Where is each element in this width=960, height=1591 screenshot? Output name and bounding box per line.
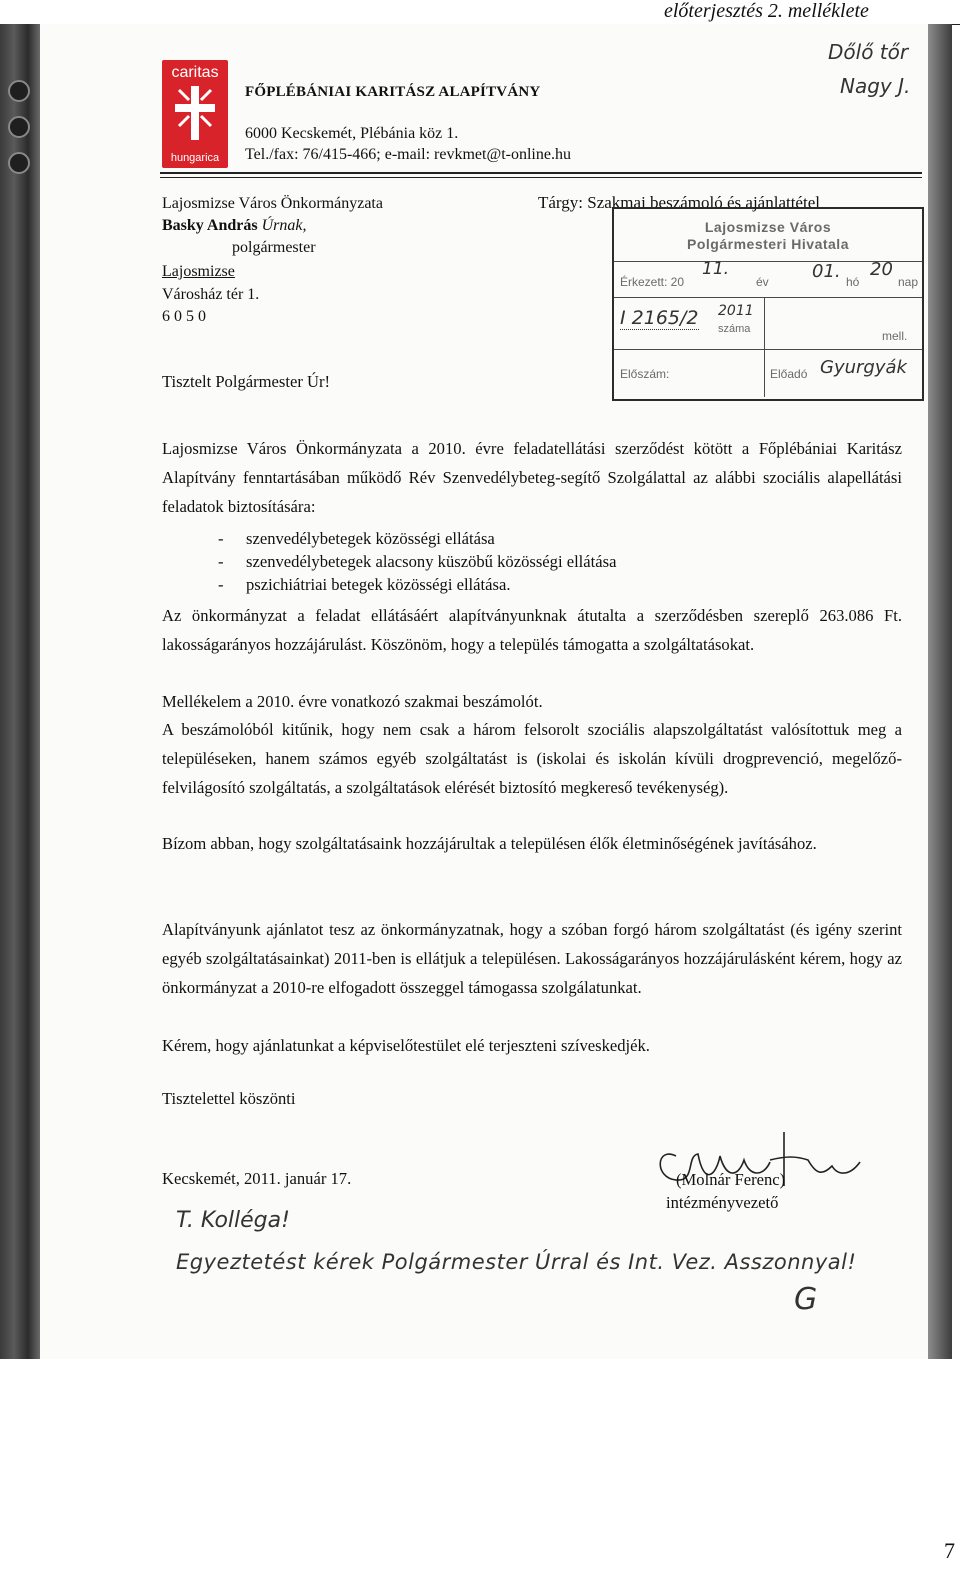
closing: Tisztelettel köszönti — [162, 1089, 296, 1108]
salutation: Tisztelt Polgármester Úr! — [162, 372, 331, 391]
org-address: 6000 Kecskemét, Plébánia köz 1. — [245, 125, 459, 142]
paragraph-6-text: Alapítványunk ajánlatot tesz az önkormányzatnak, hogy a szóban forgó három szolgáltatást (és igény szerint egyéb szolgáltatásainkat) 2011-ben is ellátjuk a településen. Lakosságarányos hozzájárulásként kérem, hogy az önkormányzat a 2010-re elfogadott összeggel támogassa szolgálatunkat. — [162, 920, 902, 997]
signer-name: (Molnár Ferenc) — [676, 1170, 786, 1189]
paragraph-4 — [162, 716, 902, 802]
stamp-month: 01. — [812, 261, 841, 282]
stamp-received-label: Érkezett: 20 — [620, 275, 685, 289]
paragraph-1-text: Lajosmizse Város Önkormányzata a 2010. évre feladatellátási szerződést kötött a Főplébániai Karitász Alapítvány fenntartásában működő Rév Szenvedélybeteg-segítő Szolgálattal az alábbi szociális alapellátási feladatok biztosítására: — [162, 439, 902, 516]
list-item-text: pszichiátriai betegek közösségi ellátása. — [246, 575, 511, 594]
list-item-text: szenvedélybetegek közösségi ellátása — [246, 529, 495, 548]
stamp-eloszam-label: Előszám: — [620, 367, 670, 381]
stamp-year: 2011 — [718, 303, 754, 319]
org-contact: Tel./fax: 76/415-466; e-mail: revkmet@t-online.hu — [245, 146, 571, 163]
scanner-edge-left — [0, 24, 40, 1359]
stamp-day: 20 — [870, 259, 893, 280]
registration-stamp — [612, 207, 924, 401]
paragraph-2-text: Az önkormányzat a feladat ellátásáért alapítványunknak átutalta a szerződésben szereplő 263.086 Ft. lakosságarányos hozzájárulást. Köszönöm, hogy a település támogatta a szolgáltatásokat. — [162, 606, 902, 654]
stamp-ho-label: hó — [846, 275, 860, 289]
paragraph-2 — [162, 602, 902, 660]
stamp-received-year: 11. — [702, 259, 730, 279]
signer-title: intézményvezető — [666, 1193, 779, 1212]
stamp-szama-label: száma — [718, 323, 751, 335]
paragraph-1 — [162, 435, 902, 521]
list-item-text: szenvedélybetegek alacsony küszöbű közösségi ellátása — [246, 552, 617, 571]
stamp-nap-label: nap — [898, 275, 919, 289]
recipient-city: Lajosmizse — [162, 263, 235, 280]
recipient-name — [162, 217, 306, 235]
recipient-position: polgármester — [232, 239, 316, 256]
recipient-street: Városház tér 1. — [162, 286, 260, 303]
handwritten-initial: G — [794, 1282, 818, 1317]
paragraph-4-text: A beszámolóból kitűnik, hogy nem csak a három felsorolt szociális alapszolgáltatást valósítottuk meg a településeken, hanem számos egyéb szolgáltatást is (iskolai és iskolán kívüli drogprevenció, megelőző-felvilágosító szolgáltatás, a szolgáltatások elérését biztosító megkereső tevékenység). — [162, 720, 902, 797]
caritas-cross-icon — [171, 84, 219, 142]
recipient-zip: 6 0 5 0 — [162, 308, 206, 325]
subject-line: Tárgy: Szakmai beszámoló és ajánlattétel — [538, 193, 820, 212]
paragraph-7 — [162, 1032, 902, 1061]
paragraph-6 — [162, 916, 902, 1002]
handwritten-note-2: Egyeztetést kérek Polgármester Úrral és Int. Vez. Asszonnyal! — [176, 1250, 857, 1274]
stamp-line2: Polgármesteri Hivatala — [687, 236, 849, 252]
caritas-logo — [162, 60, 228, 168]
stamp-eloado-name: Gyurgyák — [820, 357, 907, 378]
recipient-line1: Lajosmizse Város Önkormányzata — [162, 195, 383, 212]
handwritten-top-2: Nagy J. — [840, 74, 911, 98]
recipient-name-bold: Basky András — [162, 217, 258, 234]
handwritten-note-1: T. Kolléga! — [176, 1208, 290, 1233]
scanner-hole-icon — [8, 152, 30, 174]
stamp-ev-label: év — [756, 275, 769, 289]
stamp-line1: Lajosmizse Város — [704, 219, 832, 235]
handwritten-top-1: Dőlő tőr — [828, 40, 909, 64]
paragraph-7-text: Kérem, hogy ajánlatunkat a képviselőtestület elé terjeszteni szíveskedjék. — [162, 1036, 650, 1055]
stamp-mell-label: mell. — [882, 329, 908, 343]
letterhead-rule — [160, 172, 922, 178]
scanner-hole-icon — [8, 80, 30, 102]
page-number: 7 — [944, 1538, 955, 1563]
place-date: Kecskemét, 2011. január 17. — [162, 1169, 352, 1188]
stamp-eloado-label: Előadó — [770, 367, 808, 381]
paragraph-5 — [162, 830, 902, 859]
recipient-name-title: Úrnak, — [261, 217, 307, 234]
scanner-hole-icon — [8, 116, 30, 138]
annex-label: előterjesztés 2. melléklete — [664, 0, 869, 22]
scanner-edge-right — [928, 24, 952, 1359]
logo-bottom-text: hungarica — [170, 152, 220, 164]
org-name: FŐPLÉBÁNIAI KARITÁSZ ALAPÍTVÁNY — [245, 84, 541, 100]
paragraph-5-text: Bízom abban, hogy szolgáltatásaink hozzájárultak a településen élők életminőségének javításához. — [162, 834, 817, 853]
paragraph-3 — [162, 688, 902, 717]
logo-top-text: caritas — [171, 64, 219, 81]
paragraph-3-text: Mellékelem a 2010. évre vonatkozó szakmai beszámolót. — [162, 692, 543, 711]
stamp-number: I 2165/2 — [620, 307, 699, 329]
